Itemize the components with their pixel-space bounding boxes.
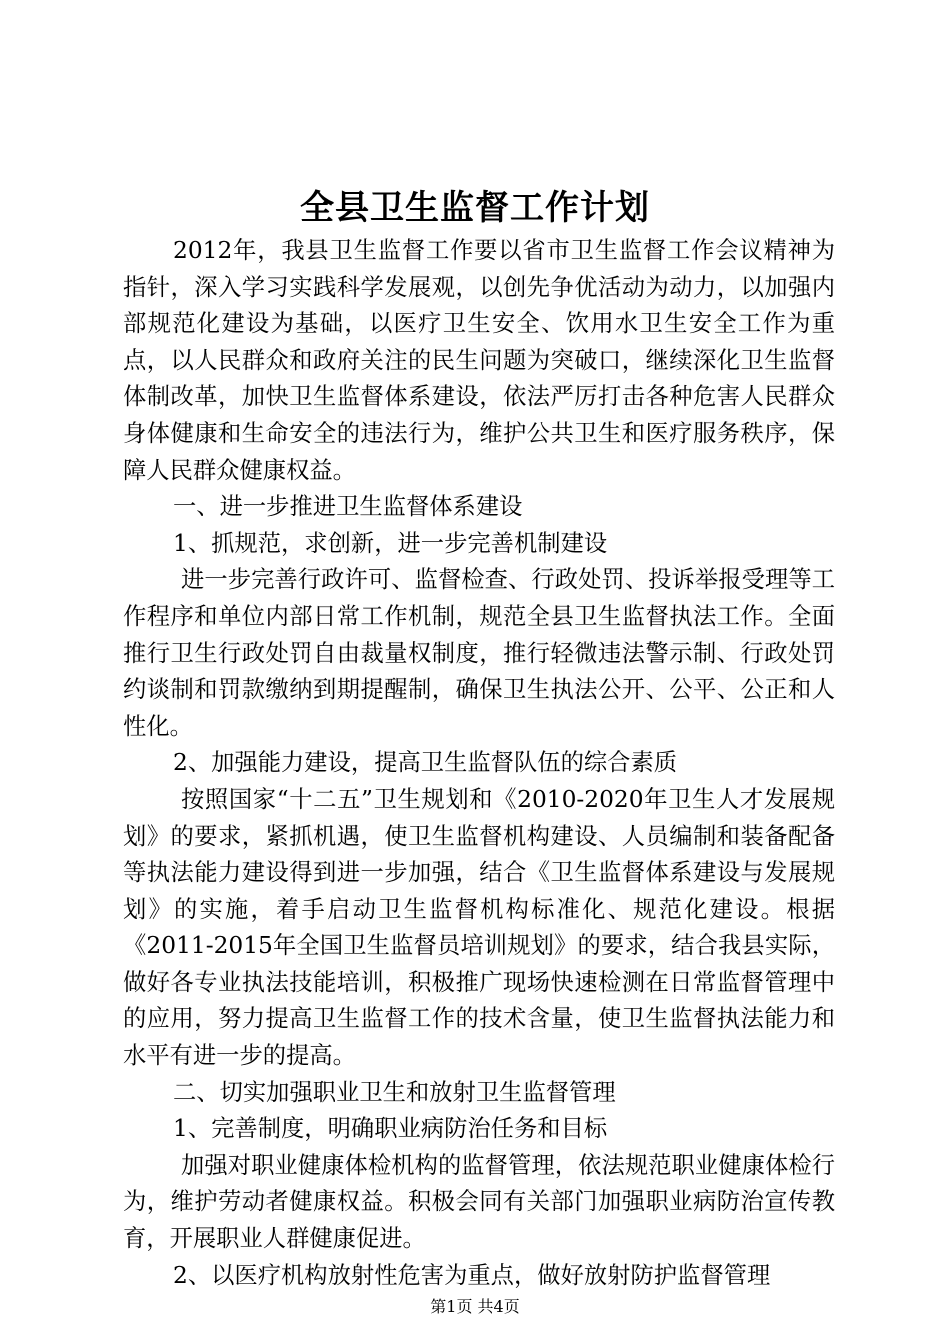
paragraph-1-1: 进一步完善行政许可、监督检查、行政处罚、投诉举报受理等工作程序和单位内部日常工作机制，规范全县卫生监督执法工作。全面推行卫生行政处罚自由裁量权制度，推行轻微违法警示制、行政处罚约谈制和罚款缴纳到期提醒制，确保卫生执法公开、公平、公正和人性化。: [123, 566, 835, 740]
page-footer: 第1页 共4页: [430, 1297, 520, 1316]
subsection-heading-1-1: 1、抓规范，求创新，进一步完善机制建设: [173, 529, 608, 557]
subsection-heading-2-1: 1、完善制度，明确职业病防治任务和目标: [173, 1115, 608, 1143]
subsection-heading-1-2: 2、加强能力建设，提高卫生监督队伍的综合素质: [173, 749, 678, 777]
paragraph-1-2: 按照国家“十二五”卫生规划和《2010-2020年卫生人才发展规划》的要求，紧抓机遇，使卫生监督机构建设、人员编制和装备配备等执法能力建设得到进一步加强，结合《卫生监督体系建设与发展规划》的实施，着手启动卫生监督机构标准化、规范化建设。根据《2011-2015年全国卫生监督员培训规划》的要求，结合我县实际，做好各专业执法技能培训，积极推广现场快速检测在日常监督管理中的应用，努力提高卫生监督工作的技术含量，使卫生监督执法能力和水平有进一步的提高。: [123, 785, 835, 1070]
section-heading-1: 一、进一步推进卫生监督体系建设: [173, 493, 523, 521]
page-title: 全县卫生监督工作计划: [300, 188, 650, 228]
paragraph-intro: 2012年，我县卫生监督工作要以省市卫生监督工作会议精神为指针，深入学习实践科学发展观，以创先争优活动为动力，以加强内部规范化建设为基础，以医疗卫生安全、饮用水卫生安全工作为重点，以人民群众和政府关注的民生问题为突破口，继续深化卫生监督体制改革，加快卫生监督体系建设，依法严厉打击各种危害人民群众身体健康和生命安全的违法行为，维护公共卫生和医疗服务秩序，保障人民群众健康权益。: [123, 237, 835, 484]
subsection-heading-2-2: 2、以医疗机构放射性危害为重点，做好放射防护监督管理: [173, 1261, 771, 1289]
document-body: [123, 233, 835, 1294]
section-heading-2: 二、切实加强职业卫生和放射卫生监督管理: [173, 1078, 616, 1106]
paragraph-2-1: 加强对职业健康体检机构的监督管理，依法规范职业健康体检行为，维护劳动者健康权益。积极会同有关部门加强职业病防治宣传教育，开展职业人群健康促进。: [123, 1151, 835, 1253]
